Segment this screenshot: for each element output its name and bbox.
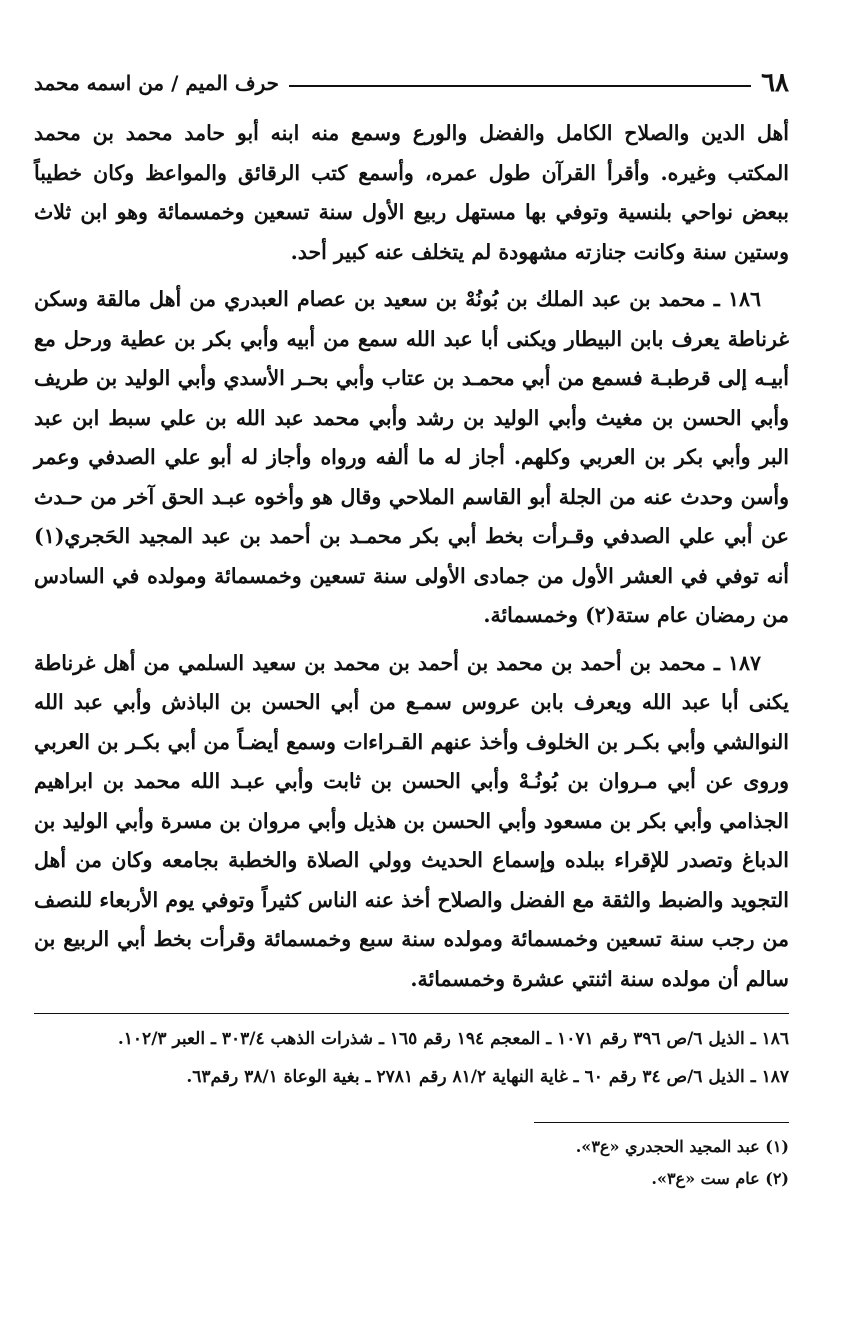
footnote-2: (٢) عام ست «ع٣». xyxy=(651,1169,789,1188)
header-rule xyxy=(289,85,751,87)
footnote-divider xyxy=(534,1122,789,1123)
footnote-1: (١) عبد المجيد الحجدري «ع٣». xyxy=(575,1137,789,1156)
running-title: حرف الميم / من اسمه محمد xyxy=(34,71,280,95)
main-text xyxy=(34,114,789,999)
running-header xyxy=(34,60,789,106)
sources-divider xyxy=(34,1013,789,1014)
paragraph-continuation: أهل الدين والصلاح الكامل والفضل والورع وسمع منه ابنه أبو حامد محمد بن محمد المكتب وغيره. وأقرأ القرآن طول عمره، وأسمع كتب الرقائق والمواعظ وكان خطيباً ببعض نواحي بلنسية وتوفي بها مستهل ربيع الأول سنة تسعين وخمسمائة وهو ابن ثلاث وستين سنة وكانت جنازته مشهودة لم يتخلف عنه كبير أحد. xyxy=(34,121,789,264)
footnotes xyxy=(34,1131,789,1195)
entry-186: ١٨٦ ـ محمد بن عبد الملك بن بُونُهْ بن سعيد بن عصام العبدري من أهل مالقة وسكن غرناطة يعرف بابن البيطار ويكنى أبا عبد الله سمع من أبيه وأبي بكر بن عطية ورحل مع أبيـه إلى قرطبـة فسمع من أبي محمـد بن عتاب وأبي بحـر الأسدي وأبي الوليد بن طريف وأبي الحسن بن مغيث وأبي الوليد بن رشد وأبي محمد عبد الله بن علي سبط ابن عبد البر وأبي بكر بن العربي وكلهم. أجاز له ما ألفه ورواه وأجاز له أبو علي الصدفي وعمر وأسن وحدث عنه من الجلة أبو القاسم الملاحي وقال هو وأخوه عبـد الحق آخر من حـدث عن أبي علي الصدفي وقـرأت بخط أبي بكر محمـد بن أحمد بن عبد المجيد الحَجري(١) أنه توفي في العشر الأول من جمادى الأولى سنة تسعين وخمسمائة ومولده في السادس من رمضان عام ستة(٢) وخمسمائة. xyxy=(34,287,789,627)
source-187: ١٨٧ ـ الذيل ٦/ص ٣٤ رقم ٦٠ ـ غاية النهاية ٨١/٢ رقم ٢٧٨١ ـ بغية الوعاة ٣٨/١ رقم٦٣. xyxy=(186,1067,789,1087)
entry-187: ١٨٧ ـ محمد بن أحمد بن محمد بن أحمد بن محمد بن سعيد السلمي من أهل غرناطة يكنى أبا عبد الله ويعرف بابن عروس سمـع من أبي الحسن بن الباذش وأبي عبد الله النوالشي وأبي بكـر بن الخلوف وأخذ عنهم القـراءات وسمع أيضـاً من أبي بكـر بن العربي وروى عن أبي مـروان بن بُونُـهْ وأبي الحسن بن ثابت وأبي عبـد الله محمد بن ابراهيم الجذامي وأبي بكر بن مسعود وأبي الحسن بن هذيل وأبي مروان بن مسرة وأبي الوليد بن الدباغ وتصدر للإقراء ببلده وإسماع الحديث وولي الصلاة والخطبة بجامعه وكان من أهل التجويد والضبط والثقة مع الفضل والصلاح أخذ عنه الناس كثيراً وتوفي يوم الأربعاء للنصف من رجب سنة تسعين وخمسمائة ومولده سنة سبع وخمسمائة وقرأت بخط أبي الربيع بن سالم أن مولده سنة اثنتي عشرة وخمسمائة. xyxy=(34,650,789,991)
source-186: ١٨٦ ـ الذيل ٦/ص ٣٩٦ رقم ١٠٧١ ـ المعجم ١٩٤ رقم ١٦٥ ـ شذرات الذهب ٣٠٣/٤ ـ العبر ١٠٢/٣. xyxy=(117,1029,789,1049)
sources-list xyxy=(34,1022,789,1094)
page-number: ٦٨ xyxy=(761,68,789,98)
